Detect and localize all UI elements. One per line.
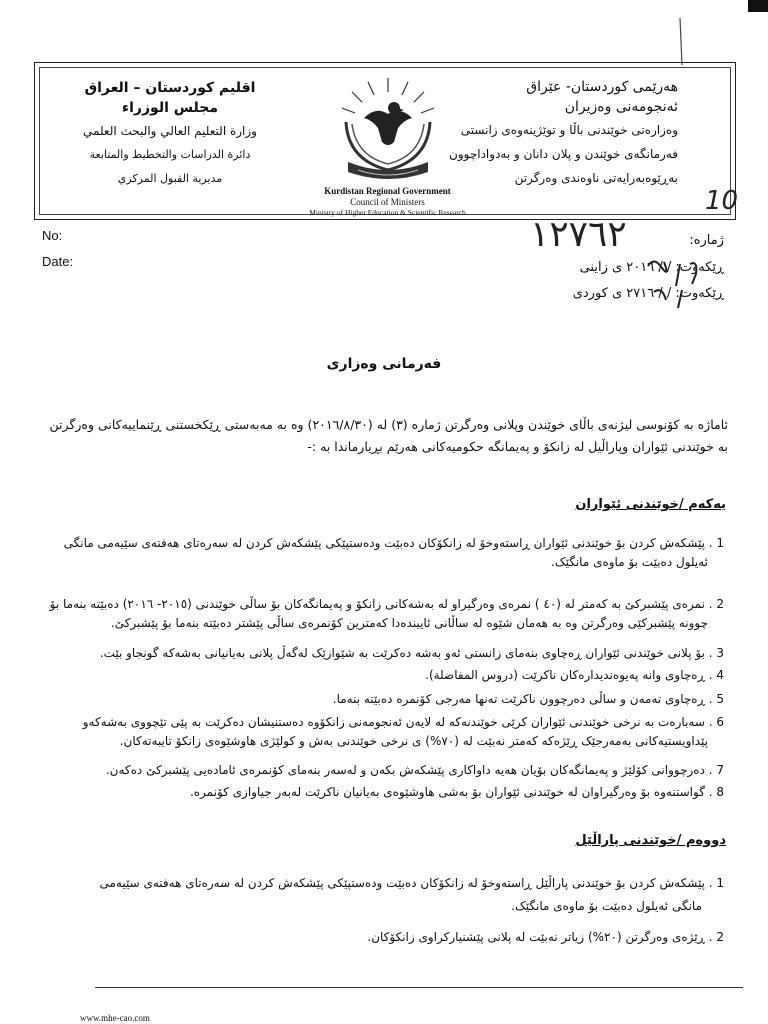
corner-mark bbox=[748, 0, 768, 12]
header-arabic-line: مجلس الوزراء bbox=[121, 100, 219, 116]
list-item-line: چوونە پێشبرکێی وەرگرتن وە بە هەمان شێوە لە ساڵانی ئاییندەدا کەمترین کۆنمرەی ساڵی پێشتر دەبێتە بنەما بۆ پێشبرکێ. bbox=[110, 616, 708, 631]
list-item-line: 3 . بۆ پلانی خوێندنی ئێواران ڕەچاوی بنەمای زانستی ئەو بەشە دەکرێت بە شێوازێک لەگەڵ پلانی بەیانیانی بەشەکە گونجاو بێت. bbox=[99, 646, 724, 660]
list-item bbox=[48, 534, 724, 572]
no-label: No: bbox=[42, 228, 63, 243]
list-item-line: 6 . سەبارەت بە نرخی خوێندنی ئێواران کرێی خوێندنەکە لە لایەن ئەنجومەنی زانکۆوە دەستنیشان دەکرێت بە پێی تێچووی بەشەکەو bbox=[82, 715, 724, 729]
header-arabic-line: مديرية القبول المركزي bbox=[117, 172, 223, 185]
list-item-line: 7 . دەرچووانی کۆلێژ و پەیمانگەکان بۆیان هەیە داواکاری پێشکەش بکەن و لەسەر بنەمای کۆنمرەی ئامادەیی پێشبرکێ دەکەن. bbox=[105, 763, 724, 777]
date-label: Date: bbox=[42, 254, 74, 269]
header-kurdish bbox=[448, 80, 678, 192]
header-kurdish-line: بەڕێوەبەرایەتی ناوەندی وەرگرتن bbox=[514, 171, 678, 185]
number-label: ژمارە: bbox=[689, 233, 724, 248]
footer-website-link[interactable]: www.mhe-cao.com bbox=[80, 1013, 150, 1023]
list-item-line: مانگی ئەیلول دەبێت بۆ ماوەی مانگێک. bbox=[511, 898, 702, 913]
header-kurdish-line: فەرمانگەی خوێندن و پلان دانان و بەدواداچوون bbox=[449, 147, 678, 161]
footer-divider bbox=[95, 987, 743, 988]
eagle-emblem-icon bbox=[318, 70, 458, 190]
list-item bbox=[48, 595, 724, 633]
handwritten-date-icon bbox=[640, 256, 730, 312]
list-item-line: 5 . ڕەچاوی تەمەن و ساڵی دەرچوون ناکرێت تەنها مەرجی کۆنمرە دەبێتە بنەما. bbox=[332, 692, 724, 706]
list-item bbox=[48, 666, 724, 685]
list-item bbox=[48, 690, 724, 709]
pen-mark-icon bbox=[670, 15, 690, 70]
list-item-line: 2 . نمرەی پێشبرکێ بە کەمتر لە (٤٠ ) نمرەی وەرگیراو لە بەشەکانی زانکۆ و پەیمانگەکان بۆ ساڵی خوێندنی (٢٠١٥- ٢٠١٦) دەبێتە بنەما بۆ bbox=[49, 597, 724, 611]
header-arabic-line: اقليم كوردستان – العراق bbox=[84, 80, 256, 96]
list-item-line: ئەیلول دەبێت بۆ ماوەی مانگێک. bbox=[551, 555, 708, 570]
krg-emblem bbox=[318, 70, 458, 190]
list-item bbox=[48, 783, 724, 802]
list-item bbox=[84, 928, 724, 947]
header-arabic-line: دائرة الدراسات والتخطيط والمتابعة bbox=[89, 148, 251, 161]
krg-name: Kurdistan Regional Government bbox=[324, 186, 451, 196]
header-arabic-line: وزارة التعليم العالي والبحث العلمي bbox=[83, 124, 257, 138]
list-item bbox=[84, 872, 724, 918]
section-evening-heading: یەکەم /خوێندنی ئێواران bbox=[575, 497, 726, 512]
list-item bbox=[48, 713, 724, 751]
header-kurdish-line: هەرێمی کوردستان- عێراق bbox=[526, 79, 678, 95]
date-kurdish: ڕێکەوت: / / ٢٧١٦ ی کوردی bbox=[572, 286, 724, 301]
list-item-line: 1 . پێشکەش کردن بۆ خوێندنی پاراڵێل ڕاستەوخۆ لە زانکۆکان دەبێت ودەستپێکی پێشکەش کردن لە سەرەتای هەفتەی سێیەمی bbox=[99, 876, 724, 890]
header-kurdish-line: وەزارەتی خوێندنی باڵا و توێژینەوەی زانستی bbox=[460, 123, 678, 137]
list-item-line: 2 . ڕێژەی وەرگرتن (٢٠%) زیاتر نەبێت لە پلانی پێشنیارکراوی زانکۆکان. bbox=[367, 930, 724, 944]
header-arabic bbox=[60, 80, 280, 192]
handwritten-marks: 10 bbox=[705, 186, 739, 216]
list-item-line: پێداویستیەکانی بەمەرجێک ڕێژەکە کەمتر نەبێت لە (٧٠%) ی نرخی خوێندنی بەش و کولێژی هاوشێوەی زانکۆ تایبەتەکان. bbox=[119, 734, 708, 749]
council-name: Council of Ministers bbox=[350, 197, 425, 207]
date-gregorian: ڕێکەوت: / / ٢٠١٦ ی زاینی bbox=[579, 260, 724, 275]
ministry-name: Ministry of Higher Education & Scientific Research bbox=[309, 208, 466, 217]
intro-paragraph: ئاماژە بە کۆنوسی لیژنەی باڵای خوێندن وپلانی وەرگرتن ژمارە (٣) لە (٢٠١٦/٨/٣٠) وە بە مەبەستی ڕێکخستنی ڕێنماییەکانی وەرگرتن بە خوێندنی ئێواران وپاراڵیل لە زانکۆ و پەیمانگە حکومیەکانی هەرێم بڕیارماندا بە :- bbox=[49, 417, 728, 454]
list-item-line: 8 . گواستنەوە بۆ وەرگیراوان لە خوێندنی ئێواران بۆ بەشی هاوشێوەی بەیانیان ناکرێت لەبەر جیاوازی کۆنمرە. bbox=[189, 785, 724, 799]
header-kurdish-line: ئەنجومەنی وەزیران bbox=[564, 99, 678, 115]
list-item-line: 1 . پێشکەش کردن بۆ خوێندنی ئێواران ڕاستەوخۆ لە زانکۆکان دەبێت ودەستپێکی پێشکەش کردن لە سەرەتای هەفتەی سێیەمی مانگی bbox=[63, 536, 724, 550]
list-item bbox=[48, 644, 724, 663]
section-parallel-heading: دووەم /خوێندنی پاراڵێل bbox=[575, 833, 726, 848]
document-title: فەرمانی وەزاری bbox=[326, 356, 442, 372]
list-item bbox=[48, 761, 724, 780]
handwritten-number: ١٢٧٦٢ bbox=[530, 214, 627, 255]
list-item-line: 4 . ڕەچاوی وانە پەیوەندیدارەکان ناکرێت (دروس المفاضلة). bbox=[425, 668, 724, 682]
